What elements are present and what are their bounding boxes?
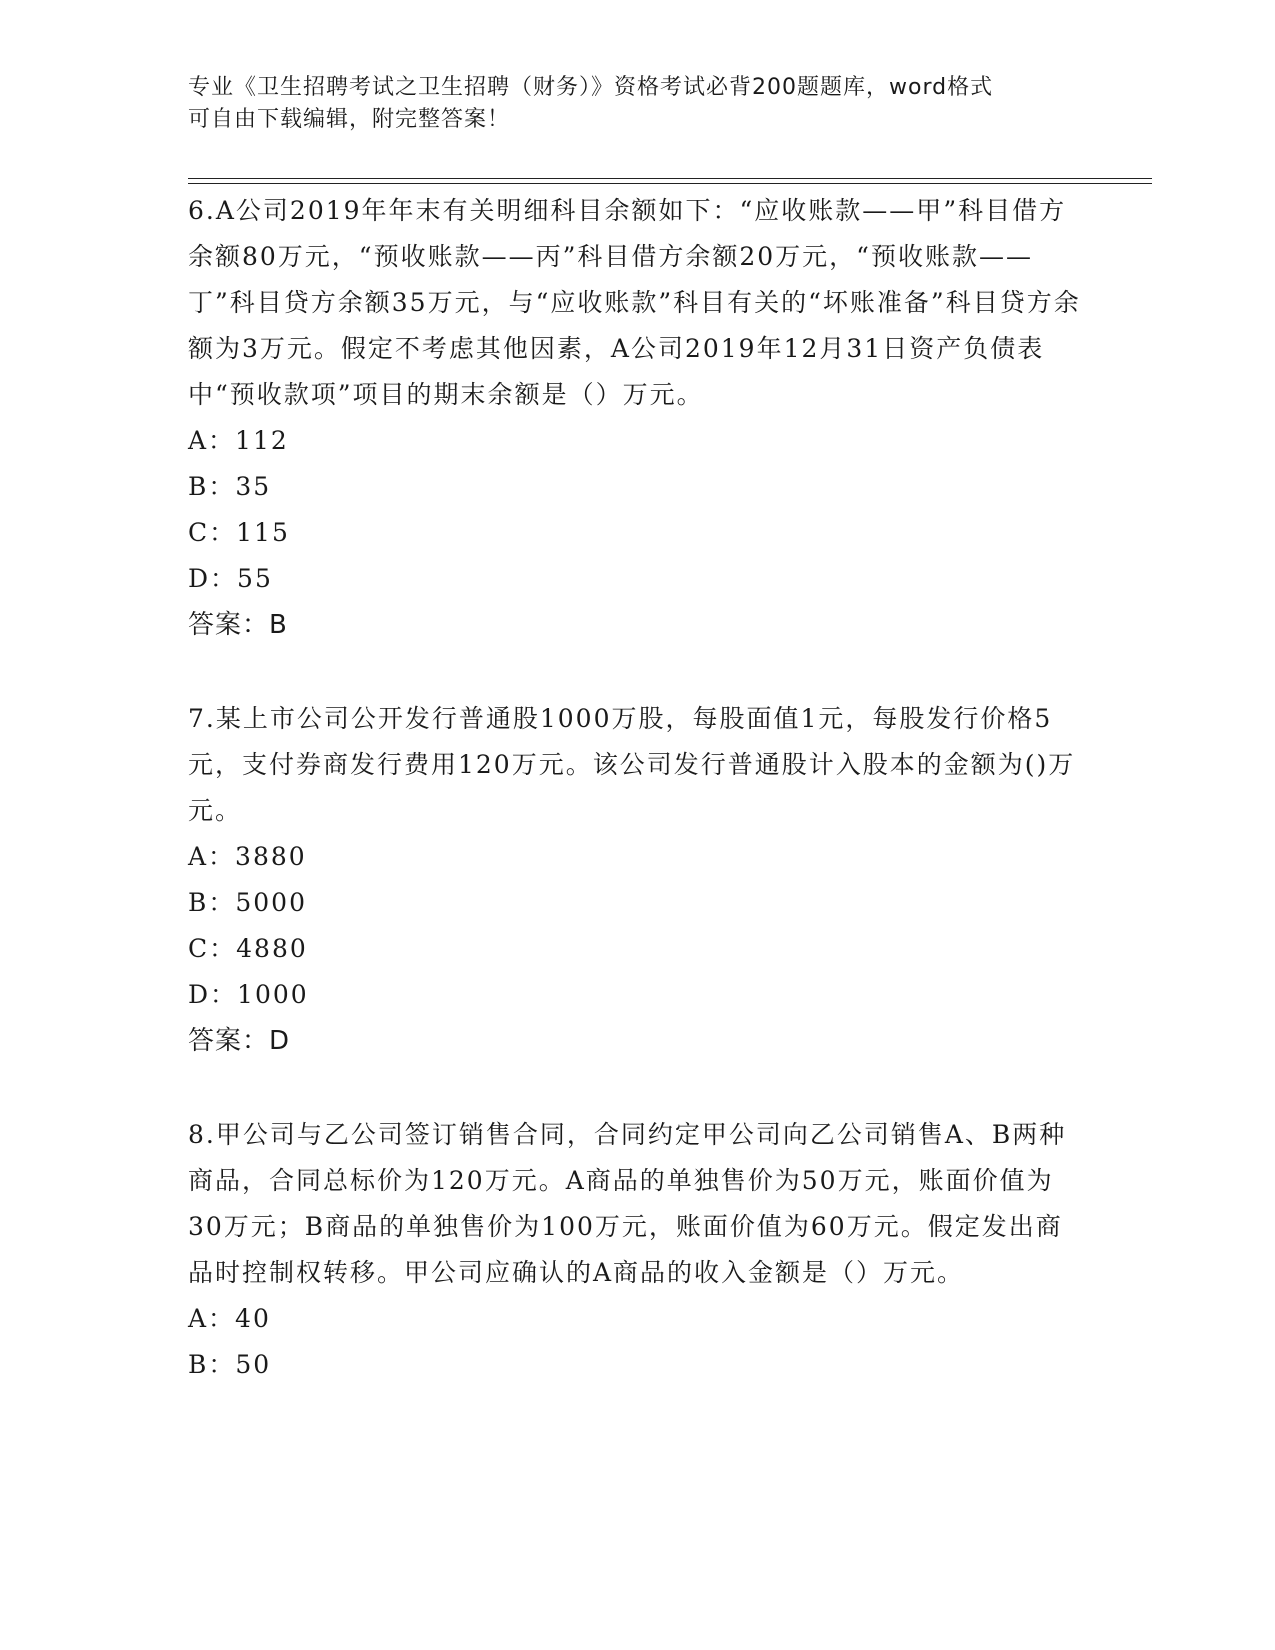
option-a: A：3880 [188, 842, 307, 871]
question-block [188, 696, 1088, 1064]
option-d: D：1000 [188, 980, 309, 1009]
answer-line: 答案：D [188, 1026, 291, 1056]
question-block [188, 188, 1088, 648]
option-b: B：5000 [188, 888, 307, 917]
question-text: 8.甲公司与乙公司签订销售合同，合同约定甲公司向乙公司销售A、B两种商品，合同总标价为120万元。A商品的单独售价为50万元，账面价值为30万元；B商品的单独售价为100万元，账面价值为60万元。假定发出商品时控制权转移。甲公司应确认的A商品的收入金额是（）万元。 [188, 1120, 1067, 1287]
question-spacer [188, 648, 1088, 696]
header-divider-top [188, 178, 1152, 179]
question-spacer [188, 1064, 1088, 1112]
question-text: 7.某上市公司公开发行普通股1000万股，每股面值1元，每股发行价格5元，支付券商发行费用120万元。该公司发行普通股计入股本的金额为()万元。 [188, 704, 1076, 825]
question-block [188, 1112, 1088, 1388]
question-text: 6.A公司2019年年末有关明细科目余额如下：“应收账款——甲”科目借方余额80万元，“预收账款——丙”科目借方余额20万元，“预收账款——丁”科目贷方余额35万元，与“应收账款”科目有关的“坏账准备”科目贷方余额为3万元。假定不考虑其他因素，A公司2019年12月31日资产负债表中“预收款项”项目的期末余额是（）万元。 [188, 196, 1081, 409]
option-b: B：35 [188, 472, 272, 501]
answer-line: 答案：B [188, 610, 288, 640]
header-line-1: 专业《卫生招聘考试之卫生招聘（财务）》资格考试必背200题题库，word格式 [188, 75, 994, 100]
header-divider-bottom [188, 183, 1152, 184]
option-a: A：40 [188, 1304, 271, 1333]
option-b: B：50 [188, 1350, 272, 1379]
option-a: A：112 [188, 426, 289, 455]
option-c: C：4880 [188, 934, 308, 963]
option-c: C：115 [188, 518, 290, 547]
option-d: D：55 [188, 564, 273, 593]
header-line-2: 可自由下载编辑，附完整答案！ [188, 107, 511, 132]
question-list [188, 188, 1088, 1388]
document-header [188, 72, 1068, 136]
